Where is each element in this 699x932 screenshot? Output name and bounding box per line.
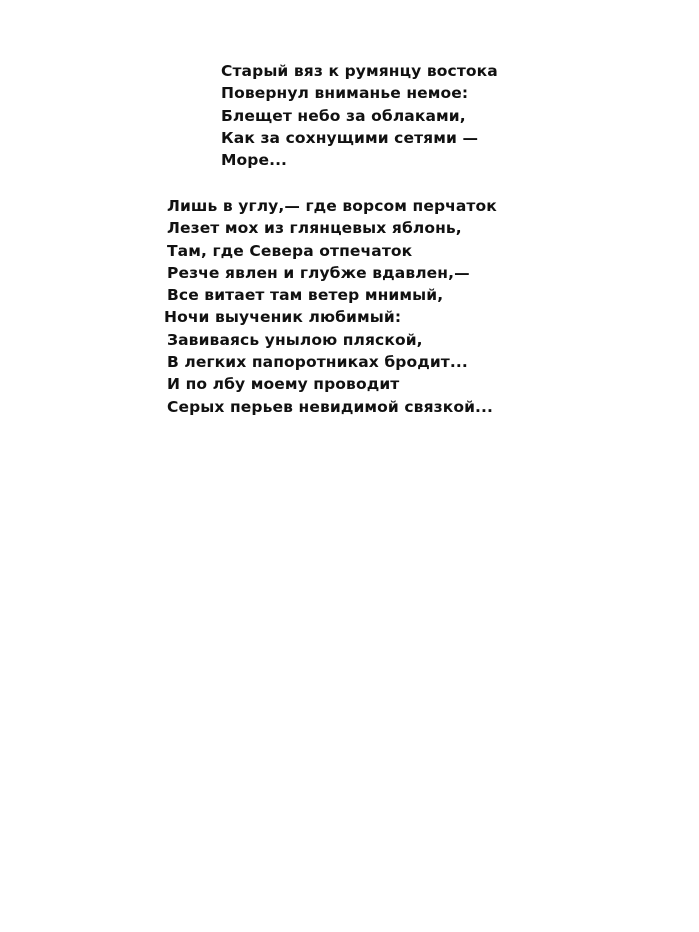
poem-stanza-2 bbox=[164, 195, 497, 418]
poem-line: Старый вяз к румянцу востока bbox=[221, 62, 498, 80]
poem-line: Резче явлен и глубже вдавлен,— bbox=[167, 263, 470, 282]
poem-line: Блещет небо за облаками, bbox=[221, 106, 466, 125]
poem-line: И по лбу моему проводит bbox=[167, 375, 400, 394]
poem-line: Море... bbox=[221, 151, 288, 170]
poem-line: Как за сохнущими сетями — bbox=[221, 128, 479, 147]
poem-line: Там, где Севера отпечаток bbox=[167, 241, 413, 260]
poem-line: Серых перьев невидимой связкой... bbox=[167, 397, 494, 416]
poem-stanza-1 bbox=[221, 60, 498, 171]
poem-line: Завиваясь унылою пляской, bbox=[167, 330, 423, 349]
poem-line: Лезет мох из глянцевых яблонь, bbox=[167, 219, 462, 238]
poem-line: Все витает там ветер мнимый, bbox=[167, 286, 444, 305]
poem-line: В легких папоротниках бродит... bbox=[167, 353, 468, 372]
poem-line: Лишь в углу,— где ворсом перчаток bbox=[167, 197, 497, 215]
poem-line: Ночи выученик любимый: bbox=[164, 308, 402, 327]
poem-line: Повернул вниманье немое: bbox=[221, 84, 469, 103]
